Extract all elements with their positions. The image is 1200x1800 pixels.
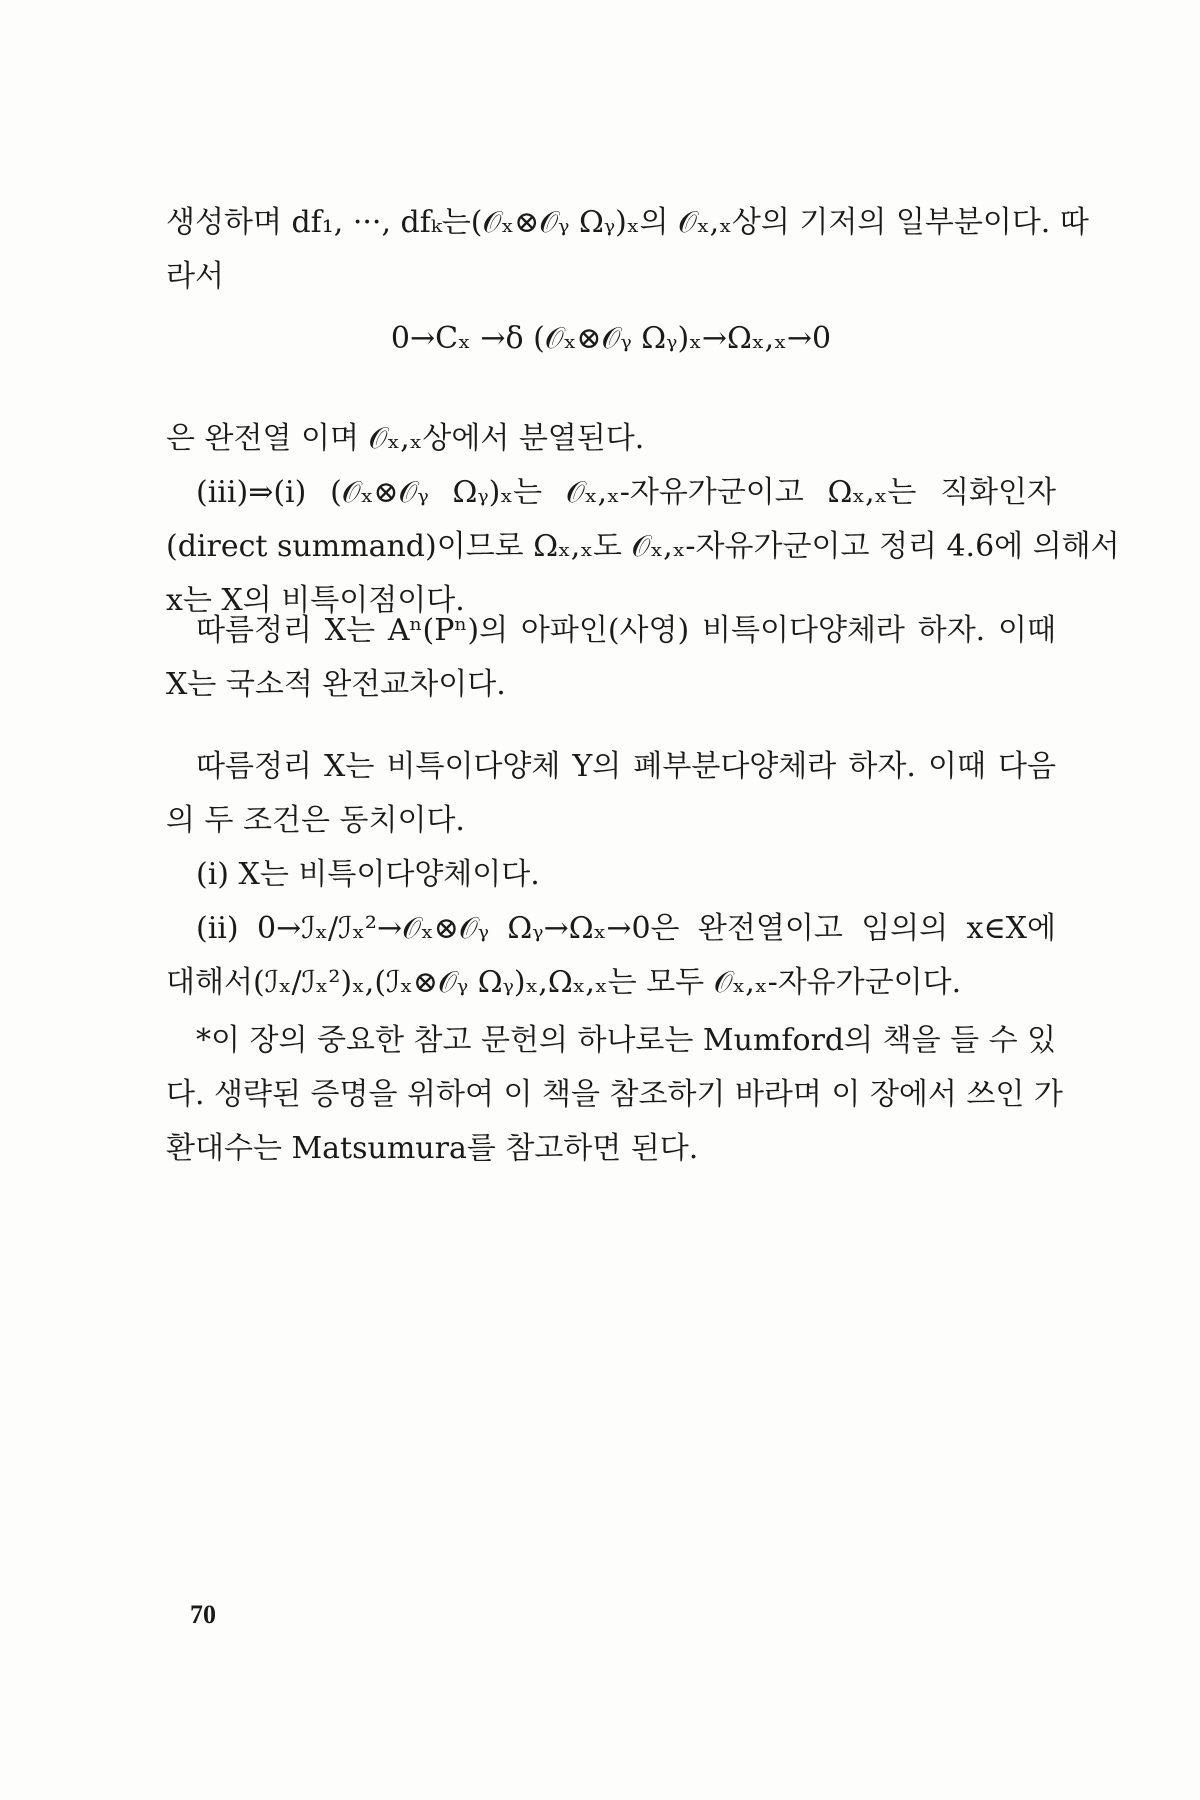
equation-text: 0→Cₓ →δ (𝒪ₓ⊗𝒪ᵧ Ωᵧ)ₓ→Ωₓ,ₓ→0	[390, 321, 832, 356]
exact-sequence-equation	[166, 312, 1056, 366]
footnote-references	[166, 1014, 1063, 1176]
corollary-closed-subvariety	[166, 740, 1056, 1010]
text-line: (iii)⇒(i) (𝒪ₓ⊗𝒪ᵧ Ωᵧ)ₓ는 𝒪ₓ,ₓ-자유가군이고 Ωₓ,ₓ는 직화인자	[196, 475, 1056, 510]
text-line: *이 장의 중요한 참고 문헌의 하나로는 Mumford의 책을 들 수 있	[196, 1023, 1057, 1058]
corollary-affine	[166, 604, 1056, 712]
text-line: (i) X는 비특이다양체이다.	[196, 857, 540, 892]
text-line: x는 X의 비특이점이다.	[166, 583, 465, 618]
text-line: 의 두 조건은 동치이다.	[166, 803, 465, 838]
text-line: 라서	[166, 259, 224, 294]
text-line: 따름정리 X는 비특이다양체 Y의 폐부분다양체라 하자. 이때 다음	[196, 749, 1056, 784]
paragraph-proof-conclusion	[166, 412, 1120, 628]
text-line: 생성하며 df₁, ···, dfₖ는(𝒪ₓ⊗𝒪ᵧ Ωᵧ)ₓ의 𝒪ₓ,ₓ상의 기저의 일부분이다. 따	[166, 205, 1089, 240]
text-line: (ii) 0→ℐₓ/ℐₓ²→𝒪ₓ⊗𝒪ᵧ Ωᵧ→Ωₓ→0은 완전열이고 임의의 x∈X에	[196, 911, 1056, 946]
text-line: 은 완전열 이며 𝒪ₓ,ₓ상에서 분열된다.	[166, 421, 645, 456]
paragraph-proof-continuation	[166, 196, 1089, 304]
text-line: 대해서(ℐₓ/ℐₓ²)ₓ,(ℐₓ⊗𝒪ᵧ Ωᵧ)ₓ,Ωₓ,ₓ는 모두 𝒪ₓ,ₓ-자유가군이다.	[166, 965, 962, 1000]
text-line: 따름정리 X는 Aⁿ(Pⁿ)의 아파인(사영) 비특이다양체라 하자. 이때	[196, 613, 1056, 648]
text-line: X는 국소적 완전교차이다.	[166, 667, 506, 702]
text-line: 환대수는 Matsumura를 참고하면 된다.	[166, 1131, 699, 1166]
page-number: 70	[190, 1600, 216, 1629]
text-line: (direct summand)이므로 Ωₓ,ₓ도 𝒪ₓ,ₓ-자유가군이고 정리 4.6에 의해서	[166, 529, 1120, 564]
text-line: 다. 생략된 증명을 위하여 이 책을 참조하기 바라며 이 장에서 쓰인 가	[166, 1077, 1063, 1112]
